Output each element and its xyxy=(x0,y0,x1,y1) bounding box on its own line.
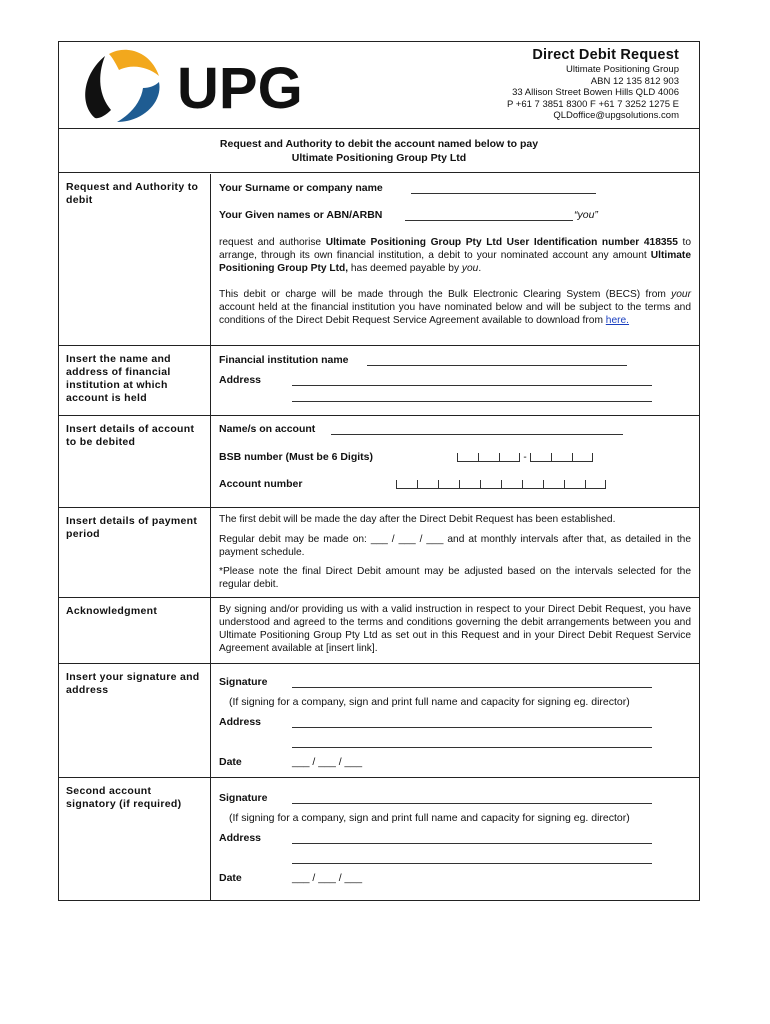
company-details xyxy=(507,46,679,122)
section-signature xyxy=(59,664,699,778)
p1-text: request and authorise xyxy=(219,237,326,248)
p1-end: . xyxy=(478,263,482,274)
signature-field[interactable] xyxy=(292,687,652,688)
account-digit-box[interactable] xyxy=(396,480,417,489)
bsb-digit-box[interactable] xyxy=(551,453,572,462)
direct-debit-form xyxy=(58,41,700,901)
institution-name-label: Financial institution name xyxy=(219,354,349,366)
p2-text-2: account held at the financial institution you have nominated below and will be subject to the terms and conditions of the Direct Debit Request Service Agreement available to download from xyxy=(219,302,691,326)
signature-date-label: Date xyxy=(219,756,242,768)
second-address-line-1[interactable] xyxy=(292,843,652,844)
second-address-line-2[interactable] xyxy=(292,863,652,864)
surname-field[interactable] xyxy=(411,193,596,194)
section-account xyxy=(59,416,699,508)
second-signature-label: Signature xyxy=(219,792,268,804)
p1-bold-company: Ultimate Positioning Group Pty Ltd, xyxy=(219,250,691,274)
account-digit-box[interactable] xyxy=(438,480,459,489)
first-debit-text: The first debit will be made the day after the Direct Debit Request has been established. xyxy=(219,514,616,525)
account-digit-box[interactable] xyxy=(543,480,564,489)
company-phone: P +61 7 3851 8300 F +61 7 3252 1275 E xyxy=(506,98,679,110)
section-institution xyxy=(59,346,699,416)
final-amount-note: *Please note the final Direct Debit amount may be adjusted based on the intervals selected for the regular debit. xyxy=(219,566,691,590)
account-digit-box[interactable] xyxy=(459,480,480,489)
section-label: Insert the name and address of financial institution at which account is held xyxy=(59,346,211,415)
account-names-label: Name/s on account xyxy=(219,423,316,435)
surname-label: Your Surname or company name xyxy=(219,182,383,194)
upg-logo xyxy=(77,46,307,124)
section-payment xyxy=(59,508,699,598)
agreement-link[interactable]: here. xyxy=(605,315,630,326)
account-digit-box[interactable] xyxy=(564,480,585,489)
company-email[interactable]: QLDoffice@upgsolutions.com xyxy=(553,110,679,121)
form-header xyxy=(59,42,699,129)
account-digit-box[interactable] xyxy=(501,480,522,489)
account-names-field[interactable] xyxy=(331,434,623,435)
p1-you: you xyxy=(461,263,479,274)
account-digit-box[interactable] xyxy=(522,480,543,489)
account-number-label: Account number xyxy=(219,478,303,490)
second-company-signing-note: (If signing for a company, sign and print full name and capacity for signing eg. director) xyxy=(229,812,630,824)
signature-address-line-2[interactable] xyxy=(292,747,652,748)
company-abn: ABN 12 135 812 903 xyxy=(590,75,679,87)
bsb-label: BSB number (Must be 6 Digits) xyxy=(219,451,374,463)
company-signing-note: (If signing for a company, sign and print full name and capacity for signing eg. director) xyxy=(229,696,630,708)
signature-date-field[interactable]: ___ / ___ / ___ xyxy=(292,756,363,768)
given-names-field[interactable] xyxy=(405,220,573,221)
signature-address-line-1[interactable] xyxy=(292,727,652,728)
company-address: 33 Allison Street Bowen Hills QLD 4006 xyxy=(512,87,679,98)
p2-your: your xyxy=(671,289,691,300)
banner-line-2: Ultimate Positioning Group Pty Ltd xyxy=(291,152,467,164)
section-acknowledgment xyxy=(59,598,699,664)
section-label: Insert details of account to be debited xyxy=(59,416,211,507)
bsb-digit-box[interactable] xyxy=(457,453,478,462)
banner-line-1: Request and Authority to debit the account named below to pay xyxy=(219,138,539,150)
account-digit-box[interactable] xyxy=(480,480,501,489)
institution-address-line-2[interactable] xyxy=(292,401,652,402)
company-name: Ultimate Positioning Group xyxy=(566,64,679,75)
section-label: Insert details of payment period xyxy=(59,508,211,597)
second-signature-field[interactable] xyxy=(292,803,652,804)
form-title: Direct Debit Request xyxy=(532,47,679,63)
institution-address-label: Address xyxy=(219,374,262,386)
becs-paragraph xyxy=(219,288,691,327)
section-label: Insert your signature and address xyxy=(59,664,211,777)
bsb-digit-box[interactable] xyxy=(499,453,520,462)
institution-name-field[interactable] xyxy=(367,365,627,366)
account-digit-box[interactable] xyxy=(417,480,438,489)
account-digit-box[interactable] xyxy=(585,480,606,489)
p1-text-2: to arrange, through its own financial institution, a debit to your nominated account any amount xyxy=(219,237,691,261)
you-text: “you” xyxy=(574,209,598,221)
second-address-label: Address xyxy=(219,832,262,844)
section-second-signatory xyxy=(59,778,699,900)
institution-address-line-1[interactable] xyxy=(292,385,652,386)
bsb-digit-box[interactable] xyxy=(530,453,551,462)
regular-debit-text: Regular debit may be made on: ___ / ___ / ___ and at monthly intervals after that, as detailed in the payment schedule. xyxy=(219,534,691,558)
section-label: Acknowledgment xyxy=(59,598,211,663)
account-number-field[interactable] xyxy=(396,479,606,489)
signature-label: Signature xyxy=(219,676,268,688)
authority-paragraph xyxy=(219,236,691,275)
bsb-field[interactable] xyxy=(457,452,593,462)
request-banner xyxy=(59,129,699,173)
bsb-separator: - xyxy=(523,452,527,463)
bsb-digit-box[interactable] xyxy=(478,453,499,462)
section-label: Second account signatory (if required) xyxy=(59,778,211,900)
triangle-swirl-icon xyxy=(85,50,159,122)
second-date-label: Date xyxy=(219,872,242,884)
logo-wordmark: UPG xyxy=(177,56,303,121)
acknowledgment-text: By signing and/or providing us with a valid instruction in respect to your Direct Debit Request, you have understood and agreed to the terms and conditions governing the debit arrangements between you and Ultimate Positioning Group Pty Ltd as set out in this Request and in your Direct Debit Request Service Agreement available at [insert link]. xyxy=(219,604,691,654)
given-names-label: Your Given names or ABN/ARBN xyxy=(219,209,383,221)
section-label: Request and Authority to debit xyxy=(59,174,211,345)
signature-address-label: Address xyxy=(219,716,262,728)
p1-text-3: has deemed payable by xyxy=(348,263,462,274)
p1-bold-entity: Ultimate Positioning Group Pty Ltd User Identification number 418355 xyxy=(325,237,678,248)
section-request xyxy=(59,174,699,346)
p2-text: This debit or charge will be made through the Bulk Electronic Clearing System (BECS) from xyxy=(219,289,672,300)
bsb-digit-box[interactable] xyxy=(572,453,593,462)
second-date-field[interactable]: ___ / ___ / ___ xyxy=(292,872,363,884)
